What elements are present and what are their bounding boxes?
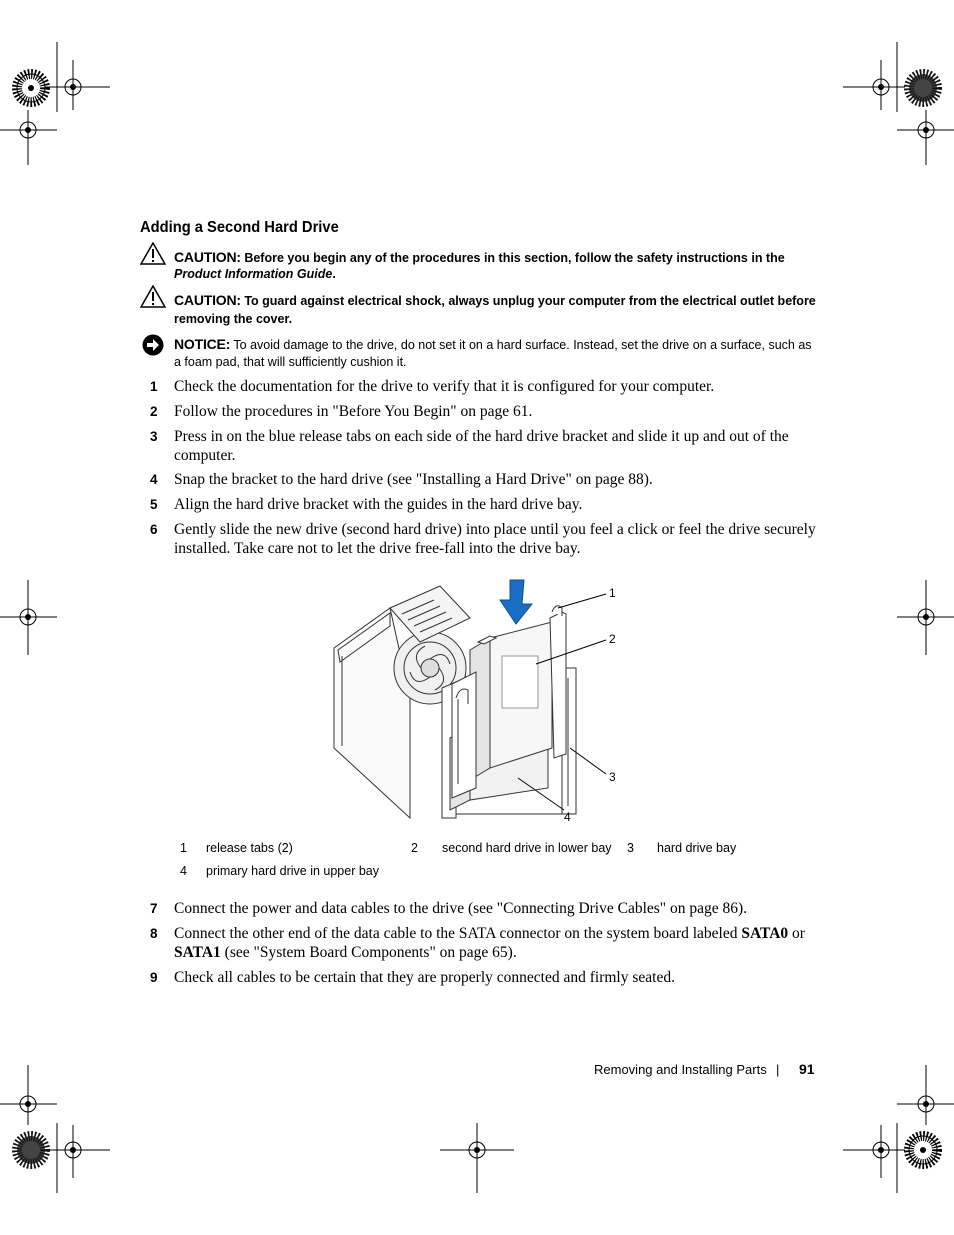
caution-guide-title: Product Information Guide (174, 267, 333, 281)
figure-callout-4: 4 (564, 810, 571, 824)
step-text: Check the documentation for the drive to verify that it is configured for your computer. (174, 378, 715, 395)
step-number: 7 (150, 901, 158, 916)
step-text: Snap the bracket to the hard drive (see "Installing a Hard Drive" on page 88). (174, 471, 653, 488)
step-text-part: Connect the other end of the data cable to the SATA connector on the system board labeled (174, 925, 742, 942)
step-number: 2 (150, 404, 158, 419)
legend-text: hard drive bay (657, 841, 737, 855)
figure-callout-1: 1 (609, 586, 616, 600)
figure-callout-2: 2 (609, 632, 616, 646)
step-number: 6 (150, 522, 158, 537)
notice-text: To avoid damage to the drive, do not set it on a hard surface. Instead, set the drive on a surface, such as (233, 338, 812, 352)
warning-triangle-icon (140, 285, 166, 309)
step-number: 8 (150, 926, 158, 941)
connector-label-sata1: SATA1 (174, 944, 221, 961)
step-text: Align the hard drive bracket with the guides in the hard drive bay. (174, 496, 583, 513)
caution-period: . (332, 267, 336, 281)
step-text: Gently slide the new drive (second hard drive) into place until you feel a click or feel the drive securely (174, 521, 816, 538)
step-text-line2: installed. Take care not to let the drive free-fall into the drive bay. (174, 540, 581, 557)
legend-num: 2 (411, 841, 418, 855)
notice-arrow-icon (140, 333, 166, 357)
step-text-part: (see "System Board Components" on page 65). (220, 944, 517, 961)
caution-text: To guard against electrical shock, always unplug your computer from the electrical outlet before (244, 294, 816, 308)
legend-text: primary hard drive in upper bay (206, 864, 379, 878)
legend-num: 4 (180, 864, 187, 878)
step-text-line2: computer. (174, 447, 236, 464)
step-number: 3 (150, 429, 158, 444)
warning-triangle-icon (140, 242, 166, 266)
step-number: 4 (150, 472, 158, 487)
notice-block (140, 333, 820, 373)
step-text: Follow the procedures in "Before You Begin" on page 61. (174, 403, 533, 420)
page-number: 91 (799, 1061, 815, 1077)
caution-label: CAUTION: (174, 292, 241, 308)
hard-drive-figure (330, 578, 630, 828)
caution-block-2 (140, 285, 820, 325)
notice-label: NOTICE: (174, 336, 231, 352)
section-heading: Adding a Second Hard Drive (140, 219, 339, 236)
step-text: Press in on the blue release tabs on each side of the hard drive bracket and slide it up and out of the (174, 428, 789, 445)
step-text: Connect the power and data cables to the drive (see "Connecting Drive Cables" on page 86). (174, 900, 748, 917)
figure-callout-3: 3 (609, 770, 616, 784)
caution-label: CAUTION: (174, 249, 241, 265)
footer-section-title: Removing and Installing Parts (594, 1062, 767, 1077)
legend-num: 1 (180, 841, 187, 855)
caution-block-1 (140, 242, 820, 282)
notice-text-line2: a foam pad, that will sufficiently cushion it. (174, 355, 407, 369)
step-number: 1 (150, 379, 158, 394)
step-number: 5 (150, 497, 158, 512)
step-text-part: or (788, 925, 805, 942)
caution-text: Before you begin any of the procedures in this section, follow the safety instructions in the (244, 251, 785, 265)
step-text: Check all cables to be certain that they are properly connected and firmly seated. (174, 969, 675, 986)
step-text (174, 924, 824, 943)
legend-text: second hard drive in lower bay (442, 841, 612, 855)
legend-text: release tabs (2) (206, 841, 293, 855)
caution-text-line2: removing the cover. (174, 312, 293, 326)
step-text-line2 (174, 943, 824, 962)
legend-num: 3 (627, 841, 634, 855)
footer-separator: | (776, 1062, 780, 1077)
connector-label-sata0: SATA0 (741, 925, 789, 942)
insertion-arrow-icon (500, 580, 532, 624)
step-number: 9 (150, 970, 158, 985)
